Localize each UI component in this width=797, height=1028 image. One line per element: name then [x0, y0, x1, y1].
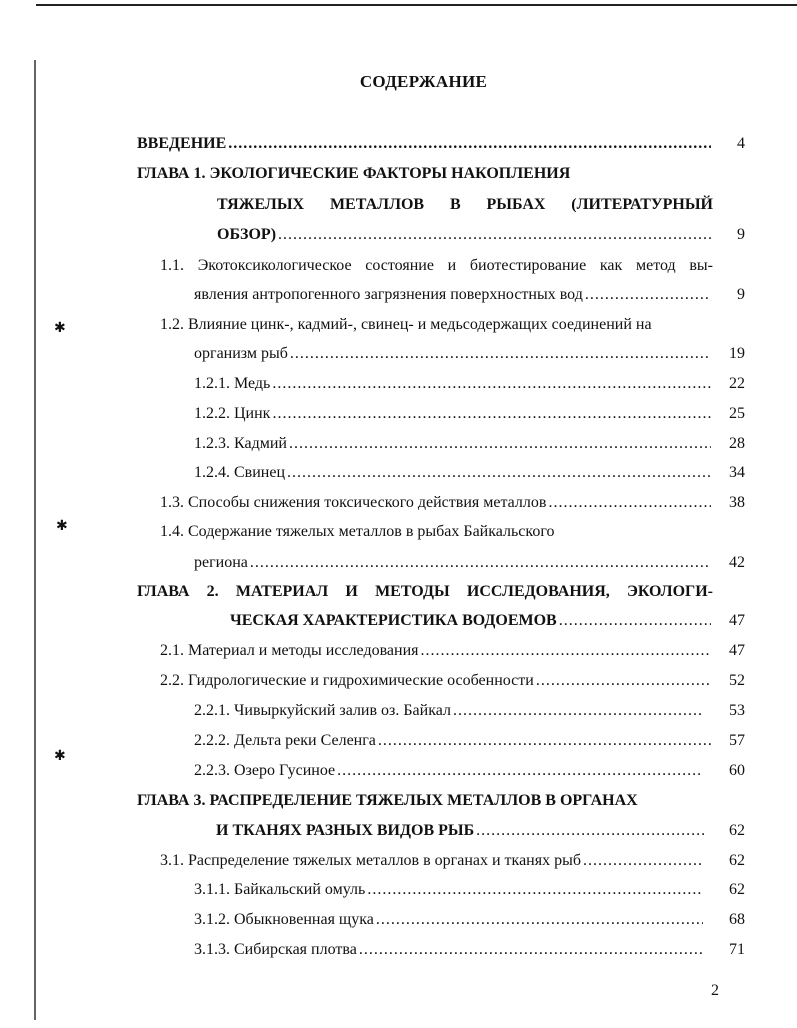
- page-number: 2: [711, 982, 719, 999]
- toc-title: СОДЕРЖАНИЕ: [359, 72, 488, 91]
- scan-top-rule: [36, 4, 797, 6]
- toc-label: 1.3. Способы снижения токсического действия металлов: [160, 494, 547, 511]
- toc-label: 1.4. Содержание тяжелых металлов в рыбах Байкальского: [160, 523, 555, 540]
- toc-label: организм рыб: [194, 345, 288, 362]
- leader-dots: [359, 940, 703, 960]
- toc-page-number: 4: [737, 135, 745, 152]
- toc-page-number: 68: [729, 911, 745, 928]
- toc-page-number: 28: [729, 435, 745, 452]
- leader-dots: [548, 493, 711, 513]
- scan-left-edge: [34, 60, 36, 1020]
- toc-label: 3.1.3. Сибирская плотва: [194, 941, 357, 958]
- toc-label: И ТКАНЯХ РАЗНЫХ ВИДОВ РЫБ: [216, 822, 475, 839]
- toc-page-number: 25: [729, 405, 745, 422]
- toc-page-number: 38: [729, 494, 745, 511]
- toc-label: ВВЕДЕНИЕ: [137, 135, 227, 152]
- leader-dots: [421, 641, 711, 661]
- toc-page-number: 52: [729, 672, 745, 689]
- leader-dots: [476, 821, 707, 841]
- toc-label: 3.1.1. Байкальский омуль: [194, 881, 366, 898]
- leader-dots: [287, 463, 711, 483]
- leader-dots: [272, 374, 711, 394]
- leader-dots: [228, 134, 711, 154]
- toc-label: 1.2. Влияние цинк-, кадмий-, свинец- и медьсодержащих соединений на: [160, 316, 652, 333]
- toc-label: 3.1.2. Обыкновенная щука: [194, 911, 374, 928]
- leader-dots: [278, 225, 711, 245]
- binding-mark-icon: ✱: [54, 749, 66, 764]
- toc-label: ГЛАВА 2. МАТЕРИАЛ И МЕТОДЫ ИССЛЕДОВАНИЯ, ЭКОЛОГИ-: [137, 583, 713, 600]
- toc-page-number: 62: [729, 881, 745, 898]
- leader-dots: [272, 404, 711, 424]
- toc-page-number: 34: [729, 464, 745, 481]
- leader-dots: [536, 671, 711, 691]
- toc-label: 1.2.3. Кадмий: [194, 435, 287, 452]
- leader-dots: [250, 553, 711, 573]
- toc-page-number: 9: [737, 226, 745, 243]
- toc-page-number: 9: [737, 286, 745, 303]
- leader-dots: [453, 701, 701, 721]
- leader-dots: [378, 731, 711, 751]
- toc-page-number: 60: [729, 762, 745, 779]
- toc-label: 1.1. Экотоксикологическое состояние и биотестирование как метод вы-: [160, 257, 713, 274]
- toc-label: ОБЗОР): [217, 226, 277, 243]
- leader-dots: [376, 910, 703, 930]
- toc-page-number: 47: [729, 642, 745, 659]
- toc-label: 1.2.2. Цинк: [194, 405, 271, 422]
- leader-dots: [559, 611, 711, 631]
- toc-page-number: 71: [729, 941, 745, 958]
- binding-mark-icon: ✱: [54, 321, 66, 336]
- toc-label: ГЛАВА 3. РАСПРЕДЕЛЕНИЕ ТЯЖЕЛЫХ МЕТАЛЛОВ В ОРГАНАХ: [137, 792, 638, 809]
- toc-page-number: 19: [729, 345, 745, 362]
- toc-label: ЧЕСКАЯ ХАРАКТЕРИСТИКА ВОДОЕМОВ: [230, 612, 557, 629]
- toc-label: 2.1. Материал и методы исследования: [160, 642, 419, 659]
- toc-label: 2.2.3. Озеро Гусиное: [194, 762, 336, 779]
- leader-dots: [290, 344, 711, 364]
- toc-label: 2.2.2. Дельта реки Селенга: [194, 732, 376, 749]
- toc-label: ГЛАВА 1. ЭКОЛОГИЧЕСКИЕ ФАКТОРЫ НАКОПЛЕНИЯ: [137, 165, 571, 182]
- toc-label: 2.2.1. Чивыркуйский залив оз. Байкал: [194, 702, 451, 719]
- toc-page-number: 42: [729, 554, 745, 571]
- toc-label: 1.2.4. Свинец: [194, 464, 286, 481]
- toc-page-number: 62: [729, 852, 745, 869]
- toc-page-number: 47: [729, 612, 745, 629]
- toc-label: явления антропогенного загрязнения поверхностных вод: [194, 286, 583, 303]
- toc-page-number: 22: [729, 375, 745, 392]
- toc-label: 3.1. Распределение тяжелых металлов в органах и тканях рыб: [160, 852, 581, 869]
- leader-dots: [367, 880, 703, 900]
- binding-mark-icon: ✱: [56, 519, 68, 534]
- toc-label: ТЯЖЕЛЫХ МЕТАЛЛОВ В РЫБАХ (ЛИТЕРАТУРНЫЙ: [217, 196, 713, 213]
- toc-page-number: 57: [729, 732, 745, 749]
- toc-label: 2.2. Гидрологические и гидрохимические особенности: [160, 672, 534, 689]
- toc-page-number: 53: [729, 702, 745, 719]
- leader-dots: [289, 434, 711, 454]
- leader-dots: [337, 761, 701, 781]
- toc-label: региона: [194, 554, 248, 571]
- toc-label: 1.2.1. Медь: [194, 375, 271, 392]
- leader-dots: [583, 851, 703, 871]
- toc-page-number: 62: [729, 822, 745, 839]
- leader-dots: [585, 285, 711, 305]
